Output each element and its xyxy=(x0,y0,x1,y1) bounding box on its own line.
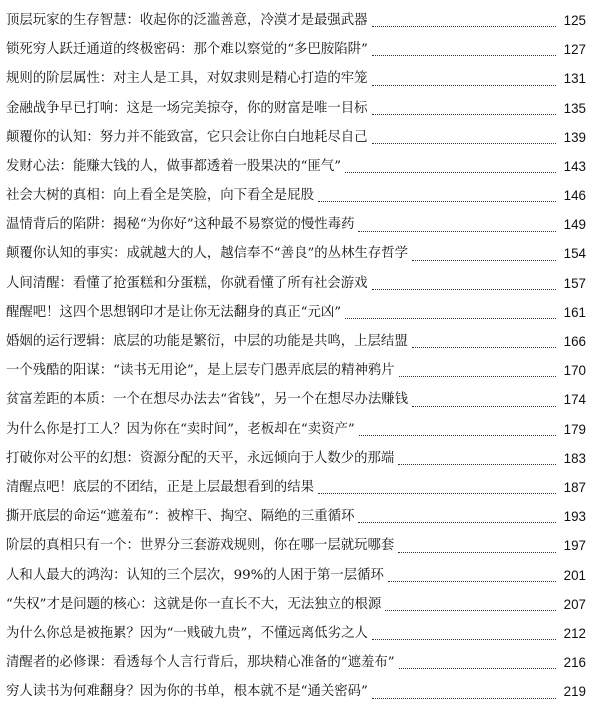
toc-dot-leader xyxy=(359,435,556,436)
toc-entry-page: 135 xyxy=(563,100,586,116)
toc-entry[interactable] xyxy=(6,648,586,677)
toc-entry[interactable] xyxy=(6,152,586,181)
toc-entry[interactable] xyxy=(6,531,586,560)
toc-entry-page: 170 xyxy=(563,363,586,379)
toc-entry[interactable] xyxy=(6,415,586,444)
toc-entry-page: 127 xyxy=(563,42,586,58)
toc-entry-title: 为什么你是打工人？因为你在“卖时间”，老板却在“卖资产” xyxy=(6,421,355,437)
toc-entry-title: 一个残酷的阳谋：“读书无用论”，是上层专门愚弄底层的精神鸦片 xyxy=(6,363,395,379)
toc-entry-title: 发财心法：能赚大钱的人，做事都透着一股果决的“匪气” xyxy=(6,158,342,174)
toc-dot-leader xyxy=(372,55,556,56)
toc-entry-page: 146 xyxy=(563,188,586,204)
toc-entry[interactable] xyxy=(6,64,586,93)
toc-entry[interactable] xyxy=(6,502,586,531)
toc-entry-title: 为什么你总是被拖累？因为“一贱破九贵”，不懂远离低劣之人 xyxy=(6,625,368,641)
toc-dot-leader xyxy=(358,522,556,523)
toc-entry[interactable] xyxy=(6,123,586,152)
table-of-contents xyxy=(6,6,586,707)
toc-dot-leader xyxy=(372,143,556,144)
toc-entry-page: 149 xyxy=(563,217,586,233)
toc-dot-leader xyxy=(345,318,556,319)
toc-entry-title: 贫富差距的本质：一个在想尽办法去“省钱”，另一个在想尽办法赚钱 xyxy=(6,392,409,408)
toc-entry-title: 锁死穷人跃迁通道的终极密码：那个难以察觉的“多巴胺陷阱” xyxy=(6,42,368,58)
toc-entry-title: “失权”才是问题的核心：这就是你一直长不大，无法独立的根源 xyxy=(6,596,382,612)
toc-entry-title: 颠覆你的认知：努力并不能致富，它只会让你白白地耗尽自己 xyxy=(6,129,368,145)
toc-entry-page: 207 xyxy=(563,596,586,612)
toc-entry-page: 161 xyxy=(563,304,586,320)
toc-entry-page: 174 xyxy=(563,392,586,408)
toc-entry[interactable] xyxy=(6,327,586,356)
toc-entry-page: 139 xyxy=(563,129,586,145)
toc-entry-page: 157 xyxy=(563,275,586,291)
toc-entry[interactable] xyxy=(6,444,586,473)
toc-entry-title: 顶层玩家的生存智慧：收起你的泛滥善意，冷漠才是最强武器 xyxy=(6,12,368,28)
toc-entry-title: 温情背后的陷阱：揭秘“为你好”这种最不易察觉的慢性毒药 xyxy=(6,217,355,233)
toc-dot-leader xyxy=(372,639,556,640)
toc-entry-title: 人和人最大的鸿沟：认知的三个层次，99%的人困于第一层循环 xyxy=(6,567,384,583)
toc-entry-page: 125 xyxy=(563,12,586,28)
toc-entry-title: 金融战争早已打响：这是一场完美掠夺，你的财富是唯一目标 xyxy=(6,100,368,116)
toc-dot-leader xyxy=(412,260,556,261)
toc-dot-leader xyxy=(318,493,556,494)
toc-entry[interactable] xyxy=(6,590,586,619)
toc-entry-page: 212 xyxy=(563,625,586,641)
toc-entry[interactable] xyxy=(6,181,586,210)
toc-entry-page: 219 xyxy=(563,684,586,700)
toc-entry[interactable] xyxy=(6,269,586,298)
toc-dot-leader xyxy=(412,347,556,348)
toc-dot-leader xyxy=(398,552,556,553)
toc-entry-title: 撕开底层的命运“遮羞布”：被榨干、掏空、隔绝的三重循环 xyxy=(6,509,355,525)
toc-entry-title: 社会大树的真相：向上看全是笑脸，向下看全是屁股 xyxy=(6,188,314,204)
toc-entry-title: 醒醒吧！这四个思想钢印才是让你无法翻身的真正“元凶” xyxy=(6,304,342,320)
toc-dot-leader xyxy=(385,610,556,611)
toc-entry-title: 婚姻的运行逻辑：底层的功能是繁衍，中层的功能是共鸣，上层结盟 xyxy=(6,334,408,350)
toc-entry-page: 187 xyxy=(563,479,586,495)
toc-entry-page: 143 xyxy=(563,158,586,174)
toc-entry-page: 183 xyxy=(563,450,586,466)
toc-entry[interactable] xyxy=(6,561,586,590)
toc-entry[interactable] xyxy=(6,94,586,123)
toc-entry-title: 规则的阶层属性：对主人是工具，对奴隶则是精心打造的牢笼 xyxy=(6,71,368,87)
toc-entry-page: 197 xyxy=(563,538,586,554)
toc-dot-leader xyxy=(399,376,556,377)
toc-entry[interactable] xyxy=(6,6,586,35)
toc-dot-leader xyxy=(388,581,556,582)
toc-dot-leader xyxy=(372,114,556,115)
toc-entry[interactable] xyxy=(6,473,586,502)
toc-entry[interactable] xyxy=(6,677,586,706)
toc-entry-title: 人间清醒：看懂了抢蛋糕和分蛋糕，你就看懂了所有社会游戏 xyxy=(6,275,368,291)
toc-entry[interactable] xyxy=(6,356,586,385)
toc-dot-leader xyxy=(345,172,556,173)
toc-entry-page: 216 xyxy=(563,655,586,671)
toc-entry[interactable] xyxy=(6,298,586,327)
toc-entry-page: 179 xyxy=(563,421,586,437)
toc-entry-page: 131 xyxy=(563,71,586,87)
toc-entry[interactable] xyxy=(6,35,586,64)
toc-dot-leader xyxy=(398,464,556,465)
toc-dot-leader xyxy=(372,26,556,27)
toc-entry-title: 清醒点吧！底层的不团结，正是上层最想看到的结果 xyxy=(6,479,314,495)
toc-dot-leader xyxy=(399,668,556,669)
toc-entry-page: 166 xyxy=(563,334,586,350)
toc-entry[interactable] xyxy=(6,240,586,269)
toc-entry-title: 打破你对公平的幻想：资源分配的天平，永远倾向于人数少的那端 xyxy=(6,450,395,466)
toc-entry[interactable] xyxy=(6,619,586,648)
toc-entry-title: 颠覆你认知的事实：成就越大的人，越信奉不“善良”的丛林生存哲学 xyxy=(6,246,409,262)
toc-dot-leader xyxy=(412,406,556,407)
toc-entry-title: 穷人读书为何难翻身？因为你的书单，根本就不是“通关密码” xyxy=(6,684,368,700)
toc-entry-title: 清醒者的必修课：看透每个人言行背后，那块精心准备的“遮羞布” xyxy=(6,655,395,671)
toc-entry[interactable] xyxy=(6,385,586,414)
toc-entry-title: 阶层的真相只有一个：世界分三套游戏规则，你在哪一层就玩哪套 xyxy=(6,538,395,554)
toc-dot-leader xyxy=(358,231,556,232)
toc-entry-page: 193 xyxy=(563,509,586,525)
toc-dot-leader xyxy=(318,201,556,202)
toc-dot-leader xyxy=(372,85,556,86)
toc-entry[interactable] xyxy=(6,210,586,239)
toc-dot-leader xyxy=(372,289,556,290)
toc-entry-page: 154 xyxy=(563,246,586,262)
toc-entry-page: 201 xyxy=(563,567,586,583)
